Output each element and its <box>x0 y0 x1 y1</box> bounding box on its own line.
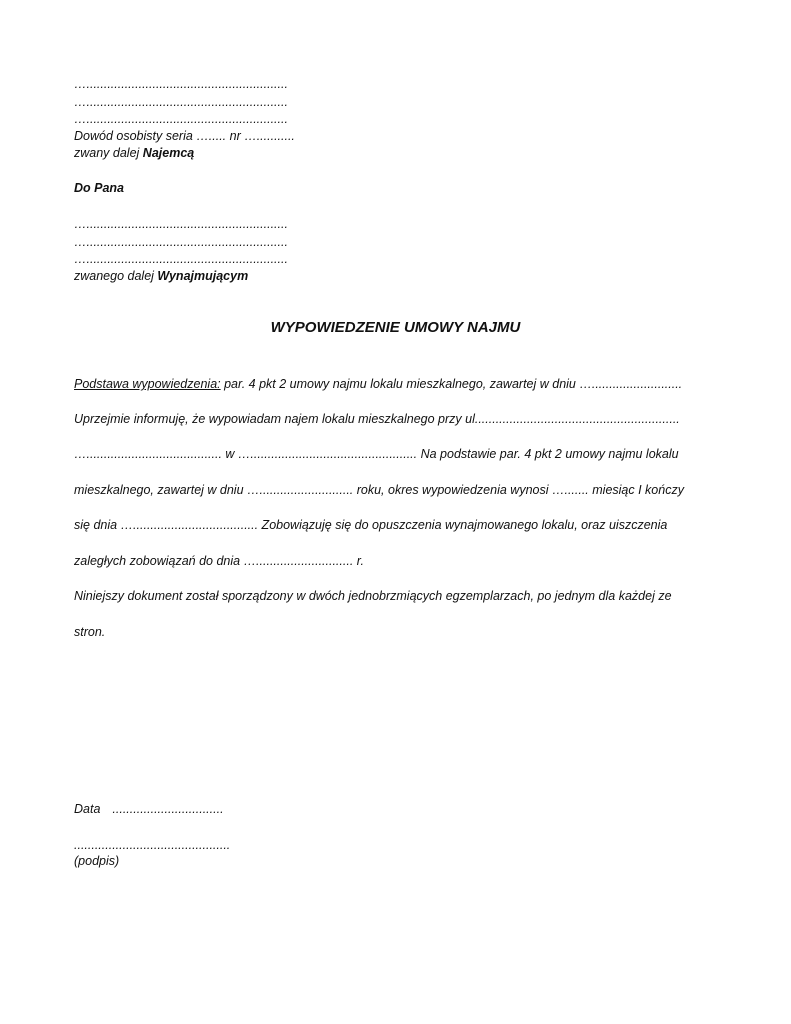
date-line <box>74 801 224 817</box>
tenant-called-line <box>74 145 194 161</box>
body-line-5: zaległych zobowiązań do dnia …............................ r. <box>74 554 364 568</box>
body-line-4: się dnia ….................................... Zobowiązuję się do opuszczenia wynajmowanego lokalu, oraz uiszczenia <box>74 518 668 532</box>
date-label: Data <box>74 802 101 816</box>
body-line-2: …....................................... w …................................................ Na podstawie par. 4 pkt 2 umowy najmu lokalu <box>74 447 679 461</box>
body-line-7: stron. <box>74 625 106 639</box>
recipient-line-2: ….......................................................... <box>74 235 288 249</box>
recipient-called-line <box>74 268 248 284</box>
document-title: WYPOWIEDZENIE UMOWY NAJMU <box>270 319 521 336</box>
signature-label: (podpis) <box>74 854 120 868</box>
body-line-6: Niniejszy dokument został sporządzony w dwóch jednobrzmiących egzemplarzach, po jednym dla każdej ze <box>74 589 672 603</box>
basis-label: Podstawa wypowiedzenia: <box>74 377 221 391</box>
basis-line <box>74 376 682 392</box>
recipient-role: Wynajmującym <box>157 269 249 283</box>
tenant-line-1: ….......................................................... <box>74 77 288 91</box>
recipient-line-1: ….......................................................... <box>74 217 288 231</box>
recipient-called-prefix: zwanego dalej <box>74 269 158 283</box>
tenant-line-2: ….......................................................... <box>74 95 288 109</box>
tenant-id-card: Dowód osobisty seria …..... nr …........... <box>74 129 295 143</box>
body-line-1: Uprzejmie informuję, że wypowiadam najem lokalu mieszkalnego przy ul........................................................... <box>74 412 680 426</box>
tenant-role: Najemcą <box>142 146 195 160</box>
body-line-3: mieszkalnego, zawartej w dniu …........................... roku, okres wypowiedzenia wynosi …....... miesiąc I kończy <box>74 483 684 497</box>
basis-text: par. 4 pkt 2 umowy najmu lokalu mieszkalnego, zawartej w dniu ….......................... <box>220 377 683 391</box>
date-field: ................................ <box>112 802 224 816</box>
recipient-line-3: ….......................................................... <box>74 252 288 266</box>
tenant-line-3: ….......................................................... <box>74 112 288 126</box>
tenant-called-prefix: zwany dalej <box>74 146 143 160</box>
signature-field: ............................................. <box>74 838 231 852</box>
recipient-heading: Do Pana <box>74 181 125 195</box>
